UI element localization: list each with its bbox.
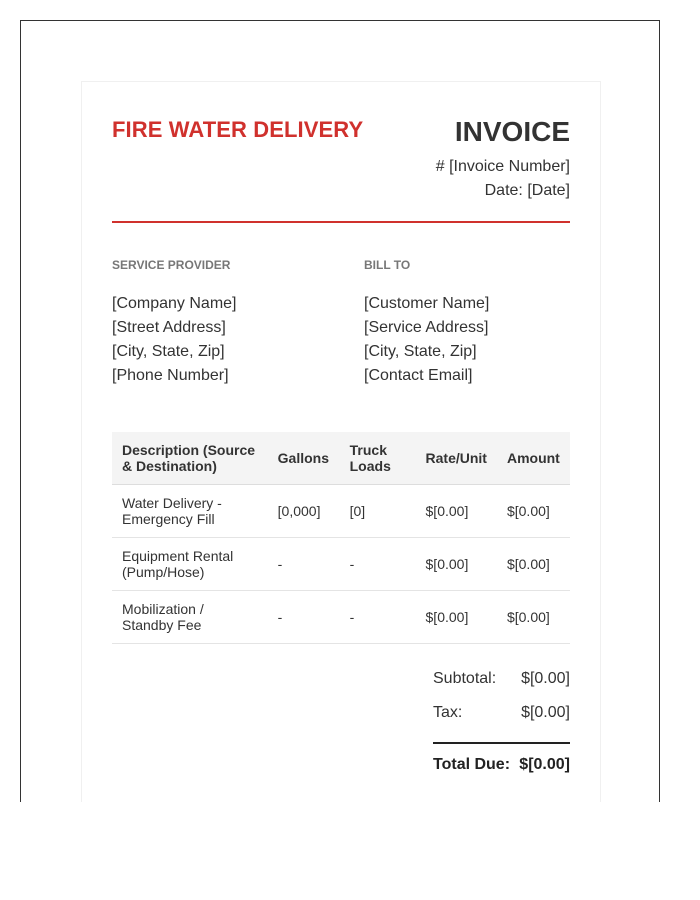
invoice-number: # [Invoice Number] — [435, 158, 570, 175]
invoice-title: INVOICE — [454, 116, 570, 147]
header-description: Description (Source & Destination) — [112, 432, 268, 485]
invoice-date: Date: [Date] — [484, 182, 570, 199]
total-due-value: $[0.00] — [519, 756, 570, 773]
header-truck-loads: Truck Loads — [340, 432, 416, 485]
cell-amount: $[0.00] — [497, 538, 570, 591]
provider-company-name: [Company Name] — [112, 295, 237, 312]
cell-truck-loads: - — [340, 538, 416, 591]
header-gallons: Gallons — [268, 432, 340, 485]
brand-title: FIRE WATER DELIVERY — [112, 117, 364, 142]
line-items-table — [112, 432, 570, 644]
total-due-label: Total Due: — [433, 756, 511, 773]
provider-street-address: [Street Address] — [112, 319, 226, 336]
cell-gallons: - — [268, 538, 340, 591]
cell-amount: $[0.00] — [497, 591, 570, 644]
invoice-meta — [436, 155, 570, 203]
tax-row — [433, 700, 570, 734]
cell-truck-loads: - — [340, 591, 416, 644]
cell-gallons: - — [268, 591, 340, 644]
subtotal-label: Subtotal: — [433, 670, 497, 687]
service-address: [Service Address] — [364, 319, 489, 336]
subtotal-value: $[0.00] — [521, 670, 570, 687]
customer-name: [Customer Name] — [364, 295, 490, 312]
table-row — [112, 591, 570, 644]
tax-label: Tax: — [433, 704, 463, 721]
header-divider — [112, 221, 570, 223]
tax-value: $[0.00] — [521, 704, 570, 721]
service-provider-heading: SERVICE PROVIDER — [112, 258, 231, 272]
table-row — [112, 485, 570, 538]
cell-description: Water Delivery - Emergency Fill — [112, 485, 268, 538]
contact-email: [Contact Email] — [364, 367, 473, 384]
cell-gallons: [0,000] — [268, 485, 340, 538]
service-provider-block — [112, 258, 332, 388]
cell-rate-unit: $[0.00] — [416, 538, 497, 591]
totals-block — [433, 666, 570, 734]
bill-to-block — [364, 258, 584, 388]
provider-phone-number: [Phone Number] — [112, 367, 229, 384]
header-amount: Amount — [497, 432, 570, 485]
subtotal-row — [433, 666, 570, 700]
cell-truck-loads: [0] — [340, 485, 416, 538]
provider-city-state-zip: [City, State, Zip] — [112, 343, 225, 360]
header-rate-unit: Rate/Unit — [416, 432, 497, 485]
cell-rate-unit: $[0.00] — [416, 485, 497, 538]
bill-to-heading: BILL TO — [364, 258, 411, 272]
table-row — [112, 538, 570, 591]
customer-city-state-zip: [City, State, Zip] — [364, 343, 477, 360]
cell-description: Mobilization / Standby Fee — [112, 591, 268, 644]
cell-description: Equipment Rental (Pump/Hose) — [112, 538, 268, 591]
cell-amount: $[0.00] — [497, 485, 570, 538]
total-divider — [433, 742, 570, 744]
cell-rate-unit: $[0.00] — [416, 591, 497, 644]
table-header-row — [112, 432, 570, 485]
